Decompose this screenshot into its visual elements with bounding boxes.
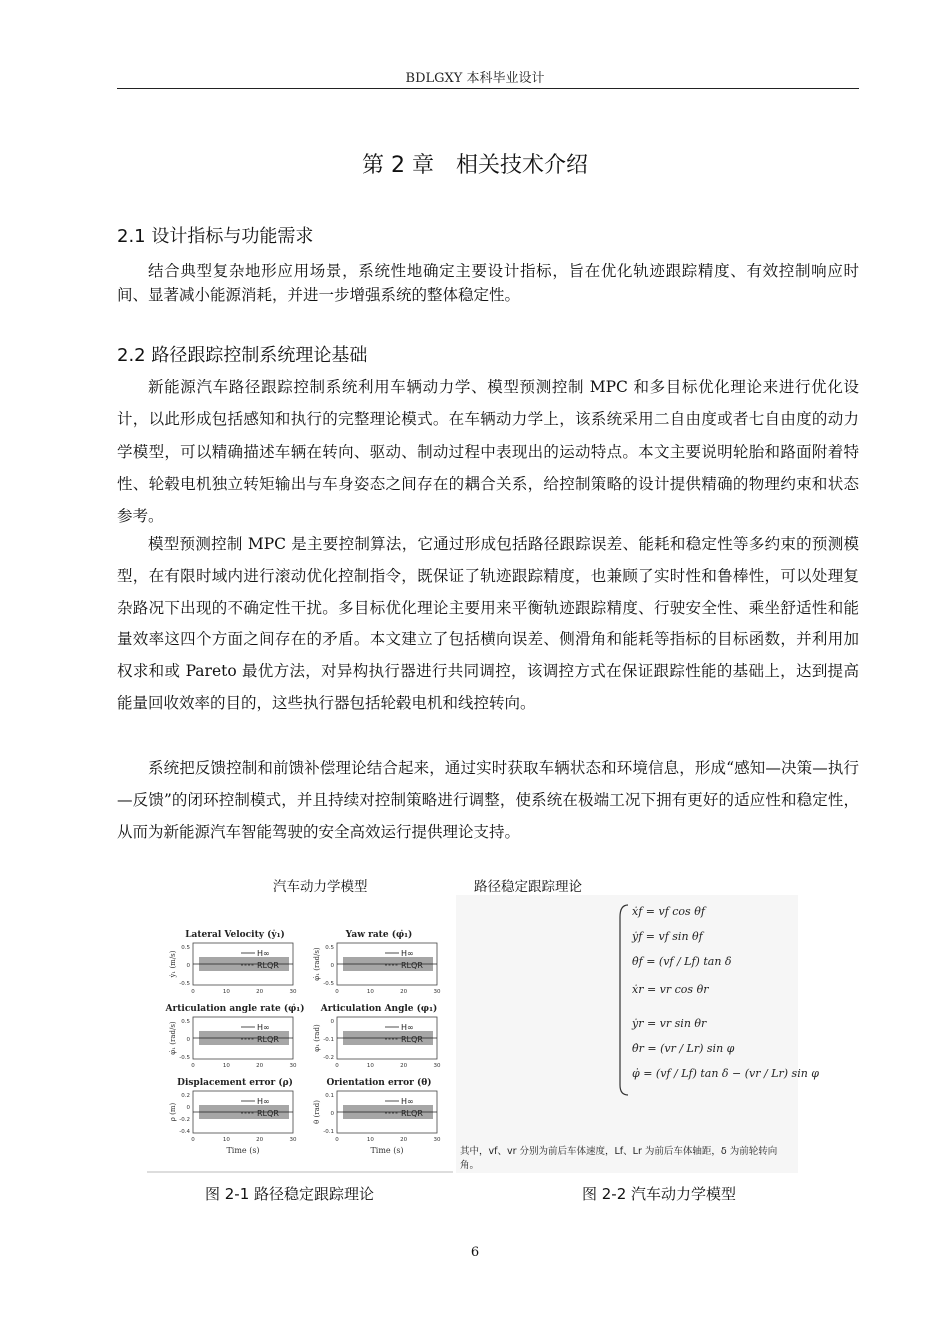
y-tick-label: 0 <box>186 1037 190 1043</box>
path-tracking-equations-figure <box>456 895 820 1173</box>
y-tick-label: 0.5 <box>325 945 334 951</box>
x-tick-label: 20 <box>400 1063 408 1069</box>
legend-hinf-label: H∞ <box>257 1023 270 1032</box>
x-tick-label: 20 <box>400 1137 408 1143</box>
figure-top-label-right: 路径稳定跟踪理论 <box>474 879 582 895</box>
y-tick-label: -0.4 <box>179 1129 190 1135</box>
legend-rlqr-label: RLQR <box>257 1109 279 1118</box>
y-tick-label: 0.5 <box>181 1019 190 1025</box>
equation-line: ẏr = vr sin θr <box>632 1017 707 1030</box>
y-tick-label: 0 <box>330 1111 334 1117</box>
y-tick-label: -0.2 <box>323 1055 334 1061</box>
y-tick-label: 0.1 <box>325 1093 334 1099</box>
x-tick-label: 20 <box>256 1063 264 1069</box>
legend-rlqr-label: RLQR <box>257 961 279 970</box>
y-tick-label: 0 <box>186 963 190 969</box>
y-tick-label: -0.5 <box>179 981 190 987</box>
legend-hinf-label: H∞ <box>401 949 414 958</box>
y-axis-label: φ̇₁ (rad/s) <box>313 947 321 981</box>
legend-hinf-label: H∞ <box>401 1023 414 1032</box>
y-axis-label: ρ (m) <box>169 1102 177 1122</box>
x-tick-label: 10 <box>366 1063 374 1069</box>
legend-rlqr-label: RLQR <box>401 961 423 970</box>
figure-top-label-left: 汽车动力学模型 <box>273 879 368 895</box>
x-axis-label: Time (s) <box>226 1146 260 1155</box>
x-tick-label: 10 <box>222 989 230 995</box>
y-axis-label: ẏ₁ (m/s) <box>169 950 177 978</box>
y-tick-label: 0 <box>330 1019 334 1025</box>
equation-line: θ̇r = (vr / Lr) sin φ <box>632 1042 735 1055</box>
equation-line: ẋf = vf cos θf <box>632 905 705 918</box>
x-tick-label: 0 <box>335 1137 339 1143</box>
legend-hinf-label: H∞ <box>401 1097 414 1106</box>
plot-title: Yaw rate (φ̇₁) <box>345 930 413 940</box>
plot-title: Articulation Angle (φ₁) <box>320 1004 438 1014</box>
figure-caption-2-2: 图 2-2 汽车动力学模型 <box>582 1185 737 1203</box>
legend-rlqr-label: RLQR <box>257 1035 279 1044</box>
equation-line: φ̇ = (vf / Lf) tan δ − (vr / Lr) sin φ <box>632 1067 820 1080</box>
dynamics-plots-figure <box>147 895 453 1173</box>
legend-hinf-label: H∞ <box>257 1097 270 1106</box>
page-number: 6 <box>470 1245 480 1260</box>
y-tick-label: 0.2 <box>181 1093 190 1099</box>
x-tick-label: 10 <box>366 1137 374 1143</box>
x-tick-label: 20 <box>256 989 264 995</box>
x-tick-label: 10 <box>366 989 374 995</box>
x-tick-label: 0 <box>191 1063 195 1069</box>
y-axis-label: φ̇₁ (rad/s) <box>169 1021 177 1055</box>
section-heading-2-2: 2.2 路径跟踪控制系统理论基础 <box>117 345 368 366</box>
x-tick-label: 30 <box>433 1063 441 1069</box>
plot-title: Orientation error (θ) <box>326 1078 432 1088</box>
figure-caption-2-1: 图 2-1 路径稳定跟踪理论 <box>205 1185 375 1203</box>
x-tick-label: 0 <box>335 989 339 995</box>
equation-note: 其中，vf、vr 分别为前后车体速度，Lf、Lr 为前后车体轴距，δ 为前轮转向角。 <box>460 1146 778 1171</box>
y-tick-label: 0 <box>186 1105 190 1111</box>
y-tick-label: -0.1 <box>323 1037 334 1043</box>
paragraph-2: 新能源汽车路径跟踪控制系统利用车辆动力学、模型预测控制 MPC 和多目标优化理论来进行优化设计，以此形成包括感知和执行的完整理论模式。在车辆动力学上，该系统采用二自由度或者七自由度的动力学模型，可以精确描述车辆在转向、驱动、制动过程中表现出的运动特点。本文主要说明轮胎和路面附着特性、轮毂电机独立转矩输出与车身姿态之间存在的耦合关系，给控制策略的设计提供精确的物理约束和状态参考。 <box>117 378 859 526</box>
x-tick-label: 10 <box>222 1137 230 1143</box>
x-tick-label: 30 <box>289 989 297 995</box>
legend-rlqr-label: RLQR <box>401 1035 423 1044</box>
x-tick-label: 0 <box>335 1063 339 1069</box>
y-tick-label: -0.5 <box>179 1055 190 1061</box>
y-tick-label: 0 <box>330 963 334 969</box>
x-tick-label: 0 <box>191 1137 195 1143</box>
chapter-title: 第 2 章 相关技术介绍 <box>362 153 588 178</box>
equation-line: ẏf = vf sin θf <box>632 930 703 943</box>
plot-title: Articulation angle rate (φ̇₁) <box>165 1004 305 1014</box>
x-tick-label: 30 <box>433 989 441 995</box>
legend-rlqr-label: RLQR <box>401 1109 423 1118</box>
legend-hinf-label: H∞ <box>257 949 270 958</box>
header-rule <box>117 88 859 89</box>
paragraph-4: 系统把反馈控制和前馈补偿理论结合起来，通过实时获取车辆状态和环境信息，形成“感知—决策—执行—反馈”的闭环控制模式，并且持续对控制策略进行调整，使系统在极端工况下拥有更好的适应性和稳定性，从而为新能源汽车智能驾驶的安全高效运行提供理论支持。 <box>117 759 859 841</box>
x-tick-label: 30 <box>289 1137 297 1143</box>
x-tick-label: 20 <box>256 1137 264 1143</box>
equation-line: ẋr = vr cos θr <box>632 983 709 996</box>
x-tick-label: 20 <box>400 989 408 995</box>
x-tick-label: 10 <box>222 1063 230 1069</box>
y-tick-label: 0.5 <box>181 945 190 951</box>
y-tick-label: -0.1 <box>323 1129 334 1135</box>
x-tick-label: 0 <box>191 989 195 995</box>
y-tick-label: -0.2 <box>179 1117 190 1123</box>
x-tick-label: 30 <box>289 1063 297 1069</box>
x-tick-label: 30 <box>433 1137 441 1143</box>
section-heading-2-1: 2.1 设计指标与功能需求 <box>117 226 314 247</box>
y-tick-label: -0.5 <box>323 981 334 987</box>
equation-brace <box>456 895 798 1173</box>
y-axis-label: θ (rad) <box>313 1100 321 1124</box>
paragraph-3: 模型预测控制 MPC 是主要控制算法，它通过形成包括路径跟踪误差、能耗和稳定性等多约束的预测模型，在有限时域内进行滚动优化控制指令，既保证了轨迹跟踪精度，也兼顾了实时性和鲁棒性，可以处理复杂路况下出现的不确定性干扰。多目标优化理论主要用来平衡轨迹跟踪精度、行驶安全性、乘坐舒适性和能量效率这四个方面之间存在的矛盾。本文建立了包括横向误差、侧滑角和能耗等指标的目标函数，并利用加权求和或 Pareto 最优方法，对异构执行器进行共同调控，该调控方式在保证跟踪性能的基础上，达到提高能量回收效率的目的，这些执行器包括轮毂电机和线控转向。 <box>117 535 859 712</box>
plot-title: Lateral Velocity (ẏ₁) <box>185 930 285 940</box>
paragraph-1: 结合典型复杂地形应用场景，系统性地确定主要设计指标，旨在优化轨迹跟踪精度、有效控制响应时间、显著减小能源消耗，并进一步增强系统的整体稳定性。 <box>117 262 859 304</box>
page-header: BDLGXY 本科毕业设计 <box>405 71 545 86</box>
plot-title: Displacement error (ρ) <box>177 1078 293 1088</box>
x-axis-label: Time (s) <box>370 1146 404 1155</box>
y-axis-label: φ₁ (rad) <box>313 1024 321 1052</box>
equation-line: θ̇f = (vf / Lf) tan δ <box>632 955 732 968</box>
